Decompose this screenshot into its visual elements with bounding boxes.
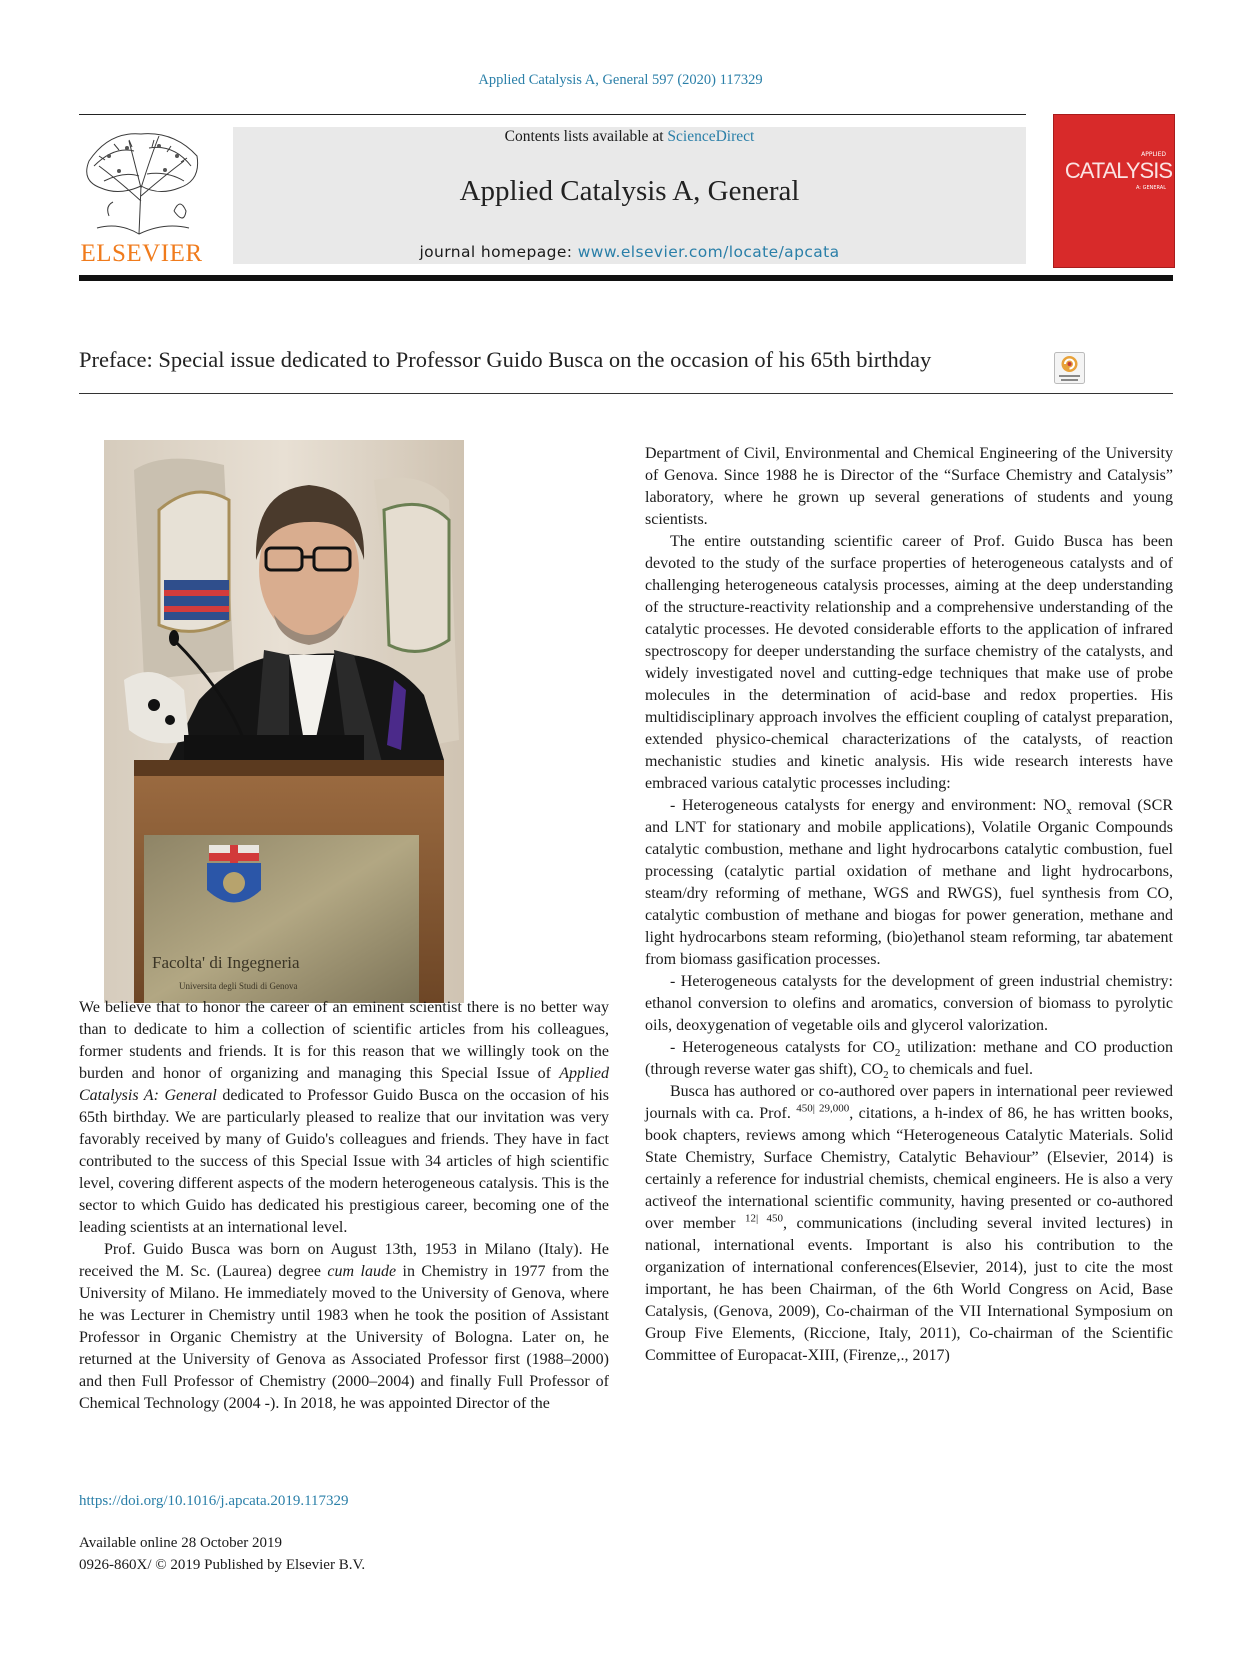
publication-info [79, 1532, 365, 1576]
co2-subscript-2: 2 [883, 1069, 889, 1082]
intro-text-a: We believe that to honor the career of an eminent scientist there is no better way than to dedicate to him a collection of scientific articles from his colleagues, former students and friends. It is for this reason that we willingly took on the burden and honor of organizing and managing this Special Issue of [79, 999, 609, 1082]
bio-text-b: in Chemistry in 1977 from the University of Milano. He immediately moved to the University of Genova, where he was Lecturer in Chemistry until 1983 when he took the position of Assistant Professor in Organic Chemistry at the University of Bologna. Later on, he returned at the University of Genova as Associated Professor first (1988–2000) and then Full Professor of Chemistry (2000–2004) and finally Full Professor of Chemical Technology (2004 -). In 2018, he was appointed Director of the [79, 1263, 610, 1412]
journal-cover-thumbnail[interactable] [1053, 114, 1175, 268]
cover-small-text: APPLIED [1141, 151, 1166, 158]
co2-subscript-1: 2 [894, 1047, 901, 1060]
pub-text-a: Busca has authored or co-authored over papers in international peer reviewed journals with ca. Prof. [645, 1083, 1173, 1122]
doi-link[interactable]: https://doi.org/10.1016/j.apcata.2019.117329 [79, 1493, 349, 1509]
paragraph-intro [79, 997, 609, 1239]
nox-subscript: x [1066, 805, 1072, 818]
cum-laude-emphasis: cum laude [327, 1263, 397, 1280]
contents-prefix: Contents lists available at [504, 128, 668, 145]
right-column-text [645, 443, 1173, 1367]
pub-text-c: , communications (including several invited lectures) in national, international events. Important is also his contribution to the organization of international conferences(Elsevier, 2014), just to cite the most important, he has been Chairman, of the 6th World Congress on Acid, Base Catalysis, (Genova, 2009), Co-chairman of the VII International Symposium on Group Five Elements, (Riccione, Italy, 2011), Co-chairman of the Scientific Committee of Europacat-XIII, (Firenze,., 2017) [645, 1215, 1174, 1364]
pub-superscript-2: 12| 450 [744, 1212, 783, 1225]
pub-text-b: , citations, a h-index of 86, he has written books, book chapters, reviews among which “Heterogeneous Catalytic Materials. Solid State Chemistry, Surface Chemistry, Catalytic Behaviour” (Elsevier, 2014) is certainly a reference for industrial chemists, chemical engineers. He is also a very activeof the international scientific community, having presented or co-authored over member [645, 1105, 1174, 1232]
check-for-updates-button[interactable] [1054, 352, 1085, 384]
journal-citation-link[interactable]: Applied Catalysis A, General 597 (2020) 117329 [478, 72, 763, 88]
bio-text-a: Prof. Guido Busca was born on August 13th, 1953 in Milano (Italy). He received the M. Sc. (Laurea) degree [79, 1241, 609, 1280]
check-updates-icon [1054, 352, 1085, 384]
paragraph-co2-utilization [645, 1037, 1173, 1081]
elsevier-tree-icon [79, 126, 204, 238]
elsevier-wordmark: ELSEVIER [80, 240, 203, 267]
left-column-text [79, 997, 609, 1415]
cover-subtitle: A: GENERAL [1135, 185, 1166, 191]
paragraph-department: Department of Civil, Environmental and Chemical Engineering of the University of Genova. Since 1988 he is Director of the “Surface Chemistry and Catalysis” laboratory, where he grown up several generations of students and young scientists. [645, 445, 1173, 528]
plaque-text-university: Universita degli Studi di Genova [179, 981, 298, 991]
homepage-link[interactable]: www.elsevier.com/locate/apcata [577, 243, 840, 261]
paragraph-publications [645, 1081, 1173, 1367]
sciencedirect-link[interactable]: ScienceDirect [667, 128, 755, 145]
portrait-photo [104, 440, 464, 1003]
co2-text-c: to chemicals and fuel. [888, 1061, 1034, 1078]
header-thick-rule [79, 275, 1173, 281]
article-title: Preface: Special issue dedicated to Professor Guido Busca on the occasion of his 65th birthday [79, 347, 932, 372]
journal-homepage-line [233, 243, 1026, 261]
paragraph-biography [79, 1239, 609, 1415]
energy-text-b: removal (SCR and LNT for stationary and mobile applications), Volatile Organic Compounds catalytic combustion, methane and light hydrocarbons catalytic combustion, fuel processing (catalytic partial oxidation of methane and light hydrocarbons, steam/dry reforming of methane, WGS and RWGS), fuel synthesis from CO, catalytic combustion of methane and biogas for power generation, methane and light hydrocarbons steam reforming, (bio)ethanol steam reforming, tar abatement from biomass gasification processes. [645, 797, 1173, 968]
journal-title: Applied Catalysis A, General [459, 175, 800, 207]
co2-text-a: - Heterogeneous catalysts for CO [670, 1039, 895, 1056]
homepage-prefix: journal homepage: [419, 243, 578, 261]
journal-masthead [233, 127, 1026, 264]
copyright-line: 0926-860X/ © 2019 Published by Elsevier B.V. [79, 1557, 366, 1573]
header-top-rule [79, 114, 1026, 115]
co2-text-b: utilization: methane and CO production (through reverse water gas shift), CO [645, 1039, 1174, 1078]
title-bottom-rule [79, 393, 1173, 394]
pub-superscript-1: 450| 29,000 [796, 1102, 850, 1115]
journal-name-emphasis: Applied Catalysis A: General [79, 1065, 609, 1104]
available-online-date: Available online 28 October 2019 [79, 1535, 282, 1551]
paragraph-green-chemistry: - Heterogeneous catalysts for the development of green industrial chemistry: ethanol conversion to olefins and aromatics, conversion of biomass to pyrolytic oils, deoxygenation of vegetable oils and glycerol valorization. [645, 973, 1173, 1034]
intro-text-b: dedicated to Professor Guido Busca on the occasion of his 65th birthday. We are particularly pleased to realize that our invitation was very favorably received by many of Guido's colleagues and friends. They have in fact contributed to the success of this Special Issue with 34 articles of high scientific level, covering different aspects of the modern heterogeneous catalysis. This is the sector to which Guido has dedicated his prestigious career, becoming one of the leading scientists at an international level. [79, 1087, 609, 1236]
paragraph-energy-catalysts [645, 795, 1173, 971]
cover-title: CATALYSIS [1064, 158, 1172, 183]
energy-text-a: - Heterogeneous catalysts for energy and environment: NO [670, 797, 1067, 814]
paragraph-career: The entire outstanding scientific career of Prof. Guido Busca has been devoted to the study of the surface properties of heterogeneous catalysts and of challenging heterogeneous catalysis processes, aiming at the deep understanding of the structure-reactivity relationship and a comprehensive understanding of the catalytic processes. He devoted considerable efforts to the application of infrared spectroscopy for deeper understanding the surface chemistry of the catalysts, and widely investigated novel and cutting-edge techniques that make use of probe molecules in the determination of acid-base and redox properties. His multidisciplinary approach involves the efficient coupling of catalyst preparation, extended physico-chemical characterizations of the catalysts, of reaction mechanistic studies and kinetic analysis. His wide research interests have embraced various catalytic processes including: [645, 533, 1173, 792]
plaque-text-faculty: Facolta' di Ingegneria [152, 953, 300, 972]
contents-available-line [233, 128, 1026, 146]
professor-speaking-image [104, 440, 464, 1003]
elsevier-logo[interactable] [79, 126, 204, 266]
